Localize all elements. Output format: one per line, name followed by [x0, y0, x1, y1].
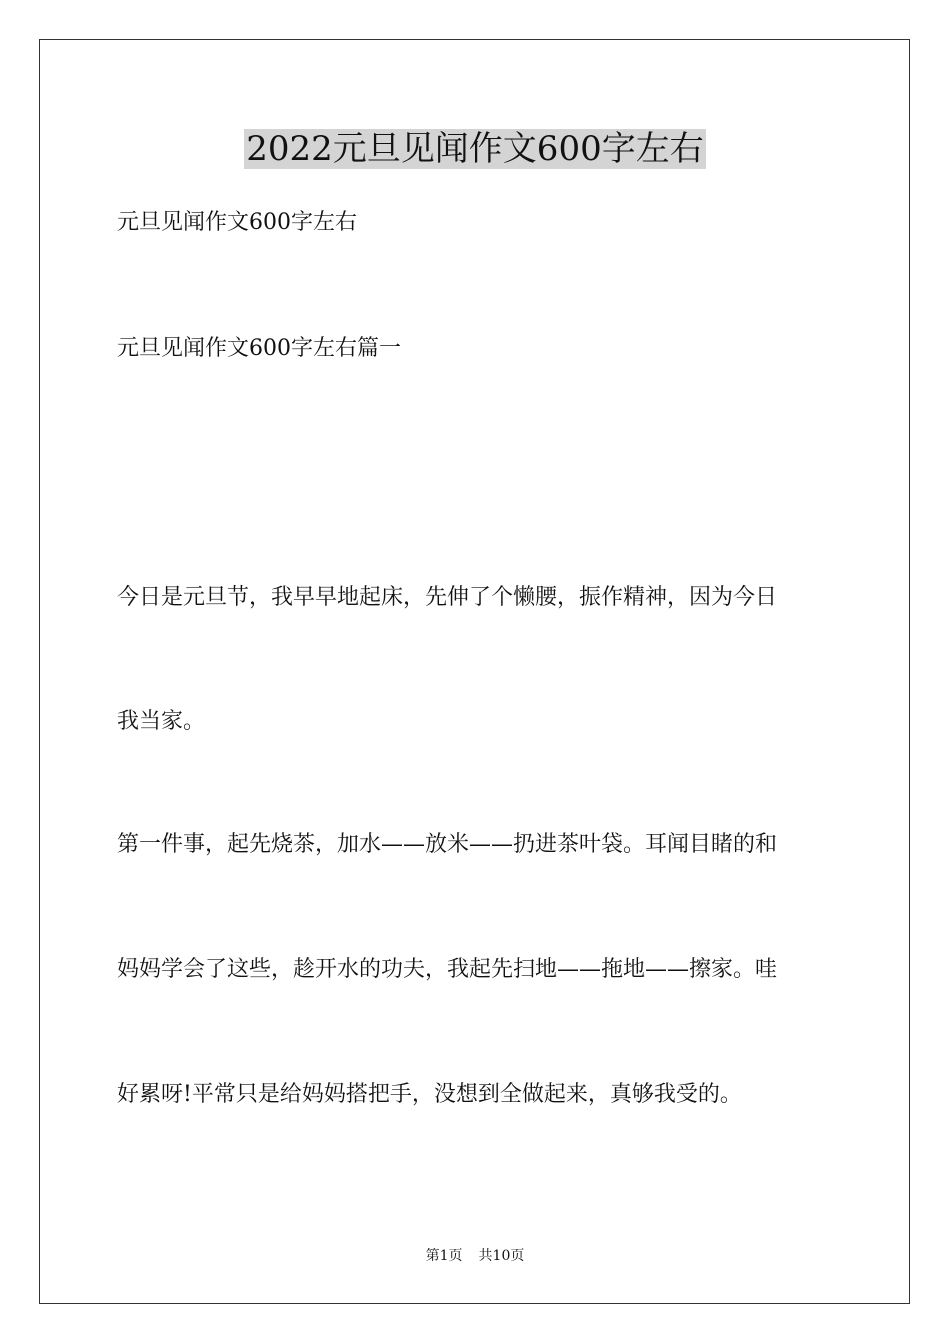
document-title-text: 2022元旦见闻作文600字左右: [246, 129, 704, 169]
paragraph-line: 第一件事，起先烧茶，加水——放米——扔进茶叶袋。耳闻目睹的和: [117, 832, 778, 857]
section-heading: 元旦见闻作文600字左右篇一: [117, 336, 401, 361]
paragraph-line: 好累呀!平常只是给妈妈搭把手，没想到全做起来，真够我受的。: [117, 1082, 742, 1107]
paragraph-line: 今日是元旦节，我早早地起床，先伸了个懒腰，振作精神，因为今日: [117, 585, 778, 610]
page-total: 共10页: [478, 1248, 525, 1264]
page-footer: [0, 1246, 950, 1266]
page-number: 第1页: [425, 1248, 463, 1264]
paragraph-line: 我当家。: [117, 709, 206, 734]
subtitle-line: 元旦见闻作文600字左右: [117, 210, 357, 235]
paragraph-line: 妈妈学会了这些，趁开水的功夫，我起先扫地——拖地——擦家。哇: [117, 957, 778, 982]
document-title: [0, 126, 950, 172]
